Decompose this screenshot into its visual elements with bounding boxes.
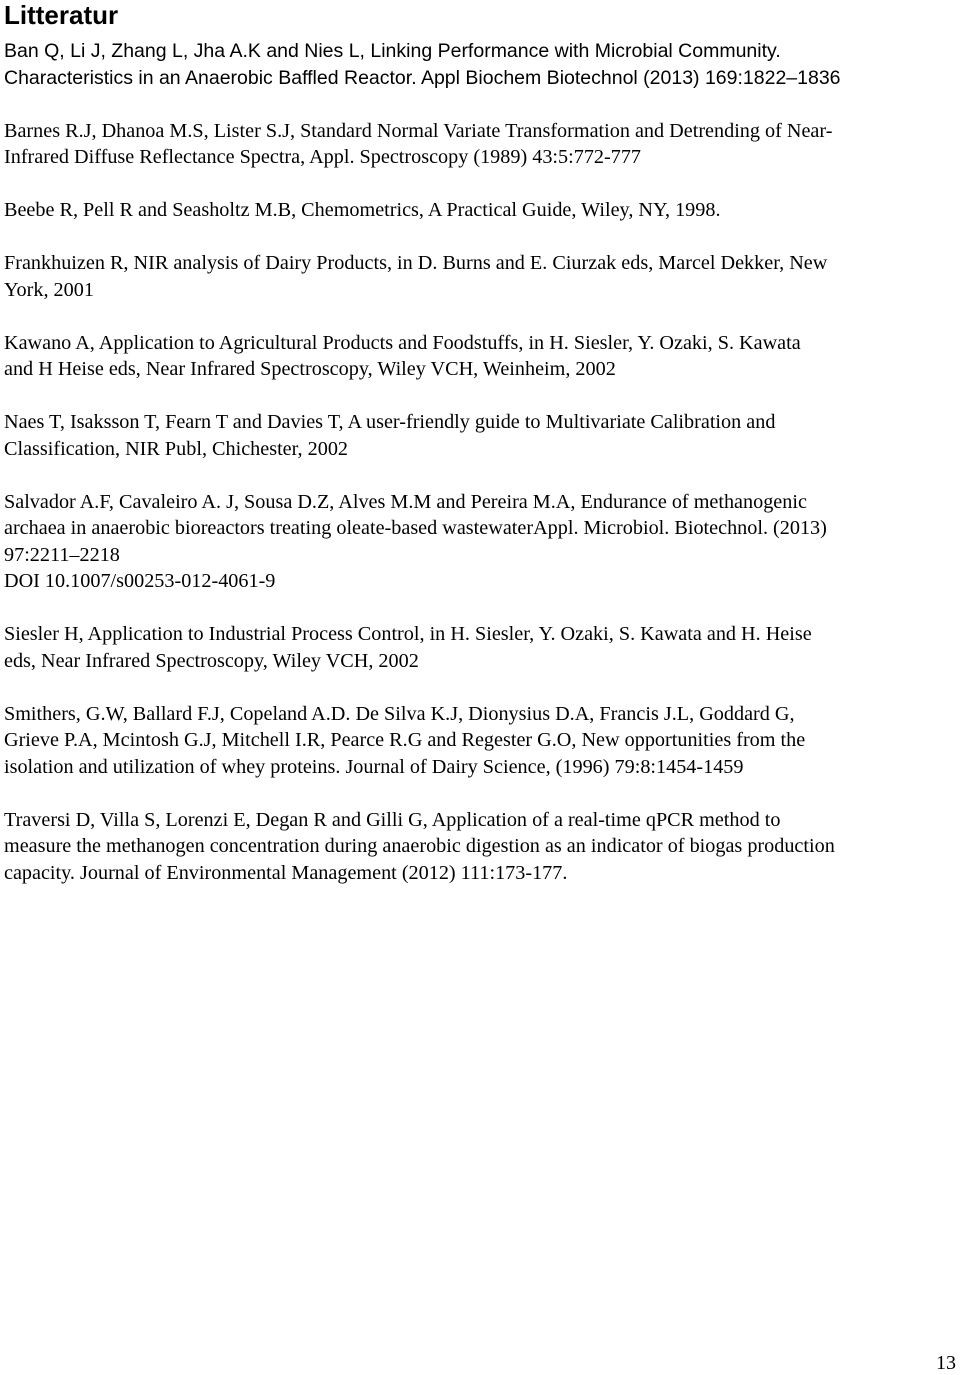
reference-line: 97:2211–2218 xyxy=(4,543,120,566)
reference-line: Barnes R.J, Dhanoa M.S, Lister S.J, Standard Normal Variate Transformation and Detrending of Near- xyxy=(4,119,833,142)
reference-item xyxy=(4,197,959,224)
reference-line: York, 2001 xyxy=(4,278,94,301)
reference-line: Traversi D, Villa S, Lorenzi E, Degan R and Gilli G, Application of a real-time qPCR method to xyxy=(4,808,781,831)
reference-line: capacity. Journal of Environmental Management (2012) 111:173-177. xyxy=(4,861,568,884)
reference-doi: DOI 10.1007/s00253-012-4061-9 xyxy=(4,570,276,592)
reference-line: Beebe R, Pell R and Seasholtz M.B, Chemometrics, A Practical Guide, Wiley, NY, 1998. xyxy=(4,199,721,221)
reference-line: Frankhuizen R, NIR analysis of Dairy Products, in D. Burns and E. Ciurzak eds, Marcel Dekker, New xyxy=(4,252,828,274)
reference-item xyxy=(4,118,959,171)
reference-item xyxy=(4,38,959,91)
reference-item xyxy=(4,489,959,595)
reference-line: archaea in anaerobic bioreactors treating oleate-based wastewaterAppl. Microbiol. Biotechnol. (2013) xyxy=(4,517,827,539)
reference-line: isolation and utilization of whey proteins. Journal of Dairy Science, (1996) 79:8:1454-1459 xyxy=(4,755,744,778)
reference-item xyxy=(4,409,959,462)
reference-line: Infrared Diffuse Reflectance Spectra, Appl. Spectroscopy (1989) 43:5:772-777 xyxy=(4,146,642,168)
reference-item xyxy=(4,701,959,781)
reference-line: Classification, NIR Publ, Chichester, 2002 xyxy=(4,437,349,460)
reference-line: Salvador A.F, Cavaleiro A. J, Sousa D.Z, Alves M.M and Pereira M.A, Endurance of methanogenic xyxy=(4,490,807,513)
reference-item xyxy=(4,807,959,887)
reference-line: Smithers, G.W, Ballard F.J, Copeland A.D. De Silva K.J, Dionysius D.A, Francis J.L, Goddard G, xyxy=(4,702,795,725)
page-heading: Litteratur xyxy=(4,0,119,30)
reference-line: measure the methanogen concentration during anaerobic digestion as an indicator of biogas production xyxy=(4,835,835,857)
reference-line: Kawano A, Application to Agricultural Products and Foodstuffs, in H. Siesler, Y. Ozaki, S. Kawata xyxy=(4,331,801,354)
reference-line: Siesler H, Application to Industrial Process Control, in H. Siesler, Y. Ozaki, S. Kawata and H. Heise xyxy=(4,623,812,645)
page-number: 13 xyxy=(936,1352,956,1374)
reference-item xyxy=(4,621,959,674)
reference-line: and H Heise eds, Near Infrared Spectroscopy, Wiley VCH, Weinheim, 2002 xyxy=(4,358,616,380)
reference-line: Naes T, Isaksson T, Fearn T and Davies T, A user-friendly guide to Multivariate Calibration and xyxy=(4,411,776,433)
reference-line: Grieve P.A, Mcintosh G.J, Mitchell I.R, Pearce R.G and Regester G.O, New opportunities from the xyxy=(4,729,806,751)
reference-line: eds, Near Infrared Spectroscopy, Wiley VCH, 2002 xyxy=(4,649,419,672)
reference-line: Characteristics in an Anaerobic Baffled Reactor. Appl Biochem Biotechnol (2013) 169:1822–1836 xyxy=(4,66,841,89)
reference-line: Ban Q, Li J, Zhang L, Jha A.K and Nies L, Linking Performance with Microbial Community. xyxy=(4,40,781,62)
reference-item xyxy=(4,330,959,383)
reference-item xyxy=(4,250,959,303)
reference-list xyxy=(4,38,959,913)
